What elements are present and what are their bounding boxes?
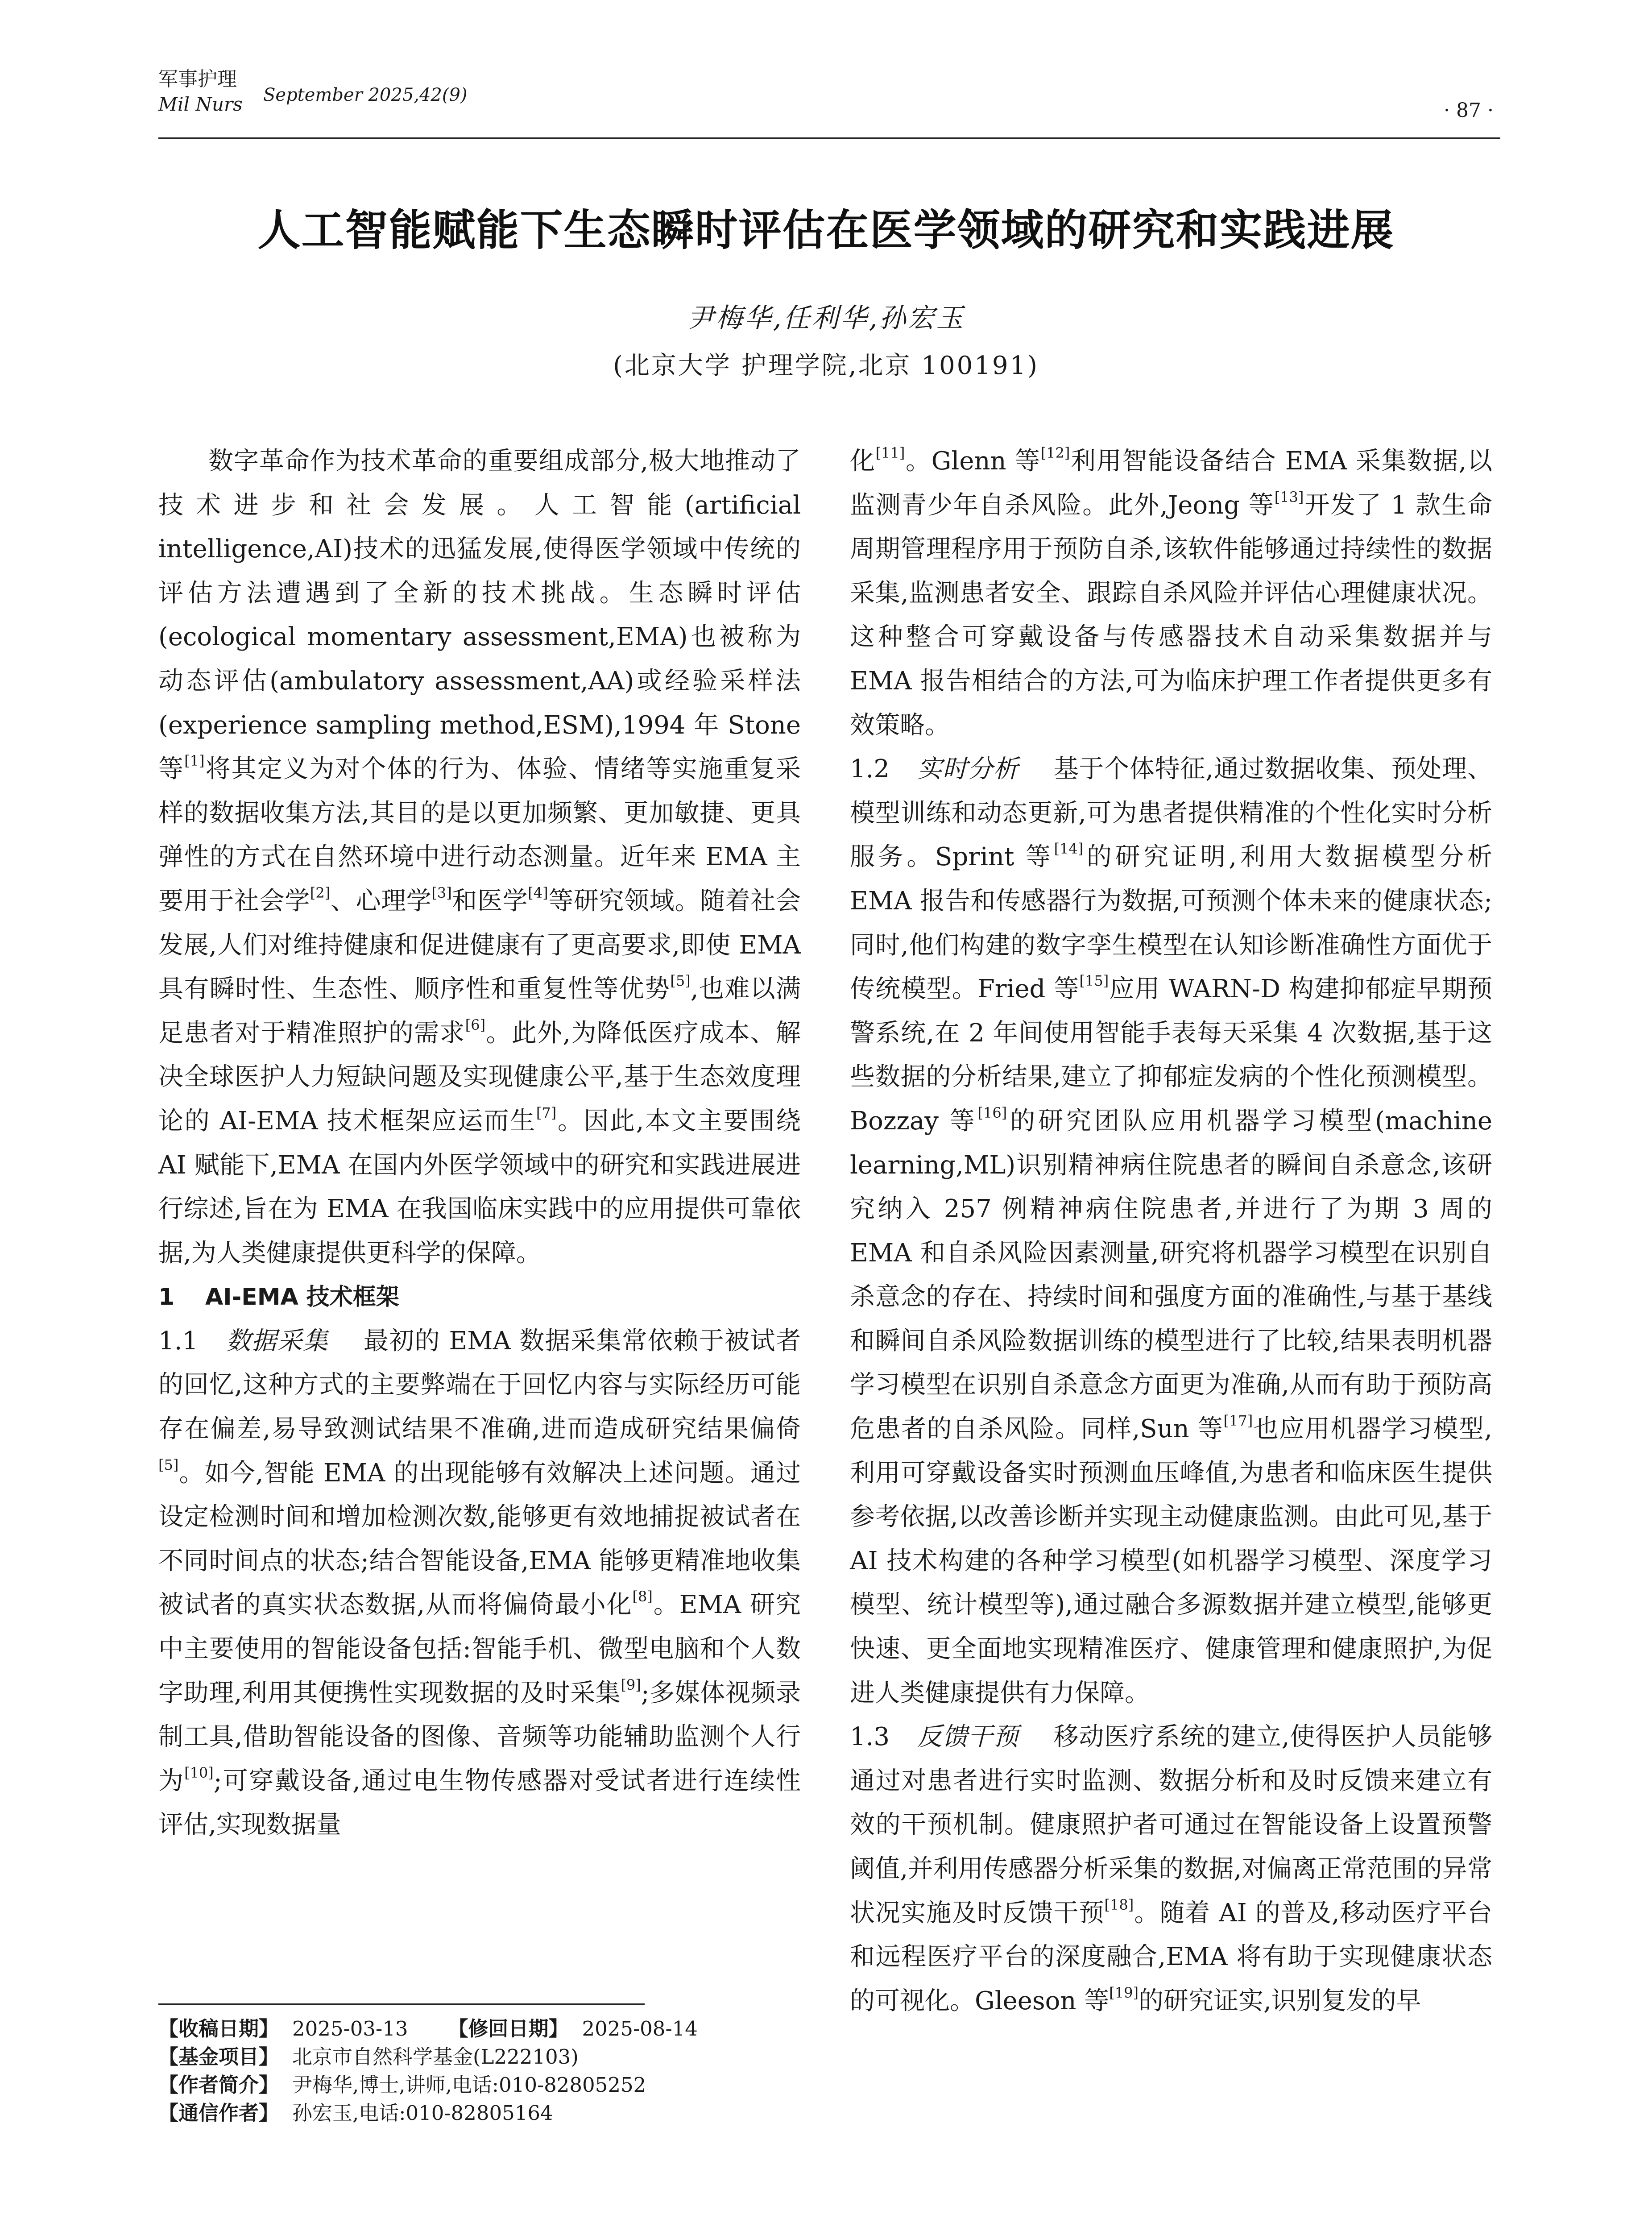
author-value: 尹梅华,博士,讲师,电话:010-82805252 [292, 2073, 646, 2097]
revised-date: 2025-08-14 [582, 2017, 698, 2040]
citation[interactable]: [3] [431, 884, 452, 901]
citation[interactable]: [10] [184, 1764, 214, 1781]
continued-paragraph: 化[11]。Glenn 等[12]利用智能设备结合 EMA 采集数据,以监测青少年自杀风险。此外,Jeong 等[13]开发了 1 款生命周期管理程序用于预防自杀,该软件能够通过持续性的数据采集,监测患者安全、跟踪自杀风险并评估心理健康状况。这种整合可穿戴设备与传感器技术自动采集数据并与 EMA 报告相结合的方法,可为临床护理工作者提供更多有效策略。 [850, 444, 1493, 740]
subsection-title: 数据采集 [225, 1326, 329, 1356]
citation[interactable]: [6] [465, 1016, 486, 1033]
running-header [158, 67, 243, 117]
author-list: 尹梅华,任利华,孙宏玉 [687, 303, 965, 334]
left-column [158, 440, 801, 1847]
citation[interactable]: [17] [1223, 1412, 1253, 1430]
citation[interactable]: [7] [536, 1104, 557, 1121]
citation[interactable]: [8] [632, 1588, 653, 1605]
journal-abbreviation: Mil Nurs [158, 93, 243, 115]
footnote-fund [158, 2043, 828, 2071]
revised-label: 【修回日期】 [448, 2017, 569, 2040]
citation[interactable]: [16] [977, 1104, 1007, 1121]
issue-date: September 2025,42(9) [263, 85, 468, 105]
footnote-divider [158, 2003, 645, 2005]
corresponding-value: 孙宏玉,电话:010-82805164 [292, 2101, 553, 2125]
author-label: 【作者简介】 [158, 2073, 279, 2097]
section-heading-1 [158, 1275, 801, 1319]
fund-label: 【基金项目】 [158, 2045, 279, 2069]
citation[interactable]: [5] [158, 1456, 179, 1473]
intro-paragraph: 数字革命作为技术革命的重要组成部分,极大地推动了技术进步和社会发展。人工智能(artificial intelligence,AI)技术的迅猛发展,使得医学领域中传统的评估方法遭遇到了全新的技术挑战。生态瞬时评估(ecological momentary assessment,EMA)也被称为动态评估(ambulatory assessment,AA)或经验采样法(experience sampling method,ESM),1994 年 Stone 等[1]将其定义为对个体的行为、体验、情绪等实施重复采样的数据收集方法,其目的是以更加频繁、更加敏捷、更具弹性的方式在自然环境中进行动态测量。近年来 EMA 主要用于社会学[2]、心理学[3]和医学[4]等研究领域。随着社会发展,人们对维持健康和促进健康有了更高要求,即使 EMA 具有瞬时性、生态性、顺序性和重复性等优势[5],也难以满足患者对于精准照护的需求[6]。此外,为降低医疗成本、解决全球医护人力短缺问题及实现健康公平,基于生态效度理论的 AI-EMA 技术框架应运而生[7]。因此,本文主要围绕 AI 赋能下,EMA 在国内外医学领域中的研究和实践进展进行综述,旨在为 EMA 在我国临床实践中的应用提供可靠依据,为人类健康提供更科学的保障。 [158, 447, 801, 1268]
corresponding-label: 【通信作者】 [158, 2101, 279, 2125]
citation[interactable]: [9] [621, 1676, 641, 1693]
article-title: 人工智能赋能下生态瞬时评估在医学领域的研究和实践进展 [257, 205, 1395, 255]
subsection-title: 实时分析 [917, 755, 1019, 784]
citation[interactable]: [15] [1079, 972, 1109, 990]
fund-value: 北京市自然科学基金(L222103) [292, 2045, 579, 2069]
subsection-number: 1.3 [850, 1722, 890, 1752]
subsection-1-1-paragraph: 1.1 数据采集 最初的 EMA 数据采集常依赖于被试者的回忆,这种方式的主要弊端在于回忆内容与实际经历可能存在偏差,易导致测试结果不准确,进而造成研究结果偏倚[5]。如今,智能 EMA 的出现能够有效解决上述问题。通过设定检测时间和增加检测次数,能够更有效地捕捉被试者在不同时间点的状态;结合智能设备,EMA 能够更精准地收集被试者的真实状态数据,从而将偏倚最小化[8]。EMA 研究中主要使用的智能设备包括:智能手机、微型电脑和个人数字助理,利用其便携性实现数据的及时采集[9];多媒体视频录制工具,借助智能设备的图像、音频等功能辅助监测个人行为[10];可穿戴设备,通过电生物传感器对受试者进行连续性评估,实现数据量 [158, 1319, 801, 1847]
received-date: 2025-03-13 [292, 2017, 408, 2040]
right-column [850, 440, 1492, 2023]
citation[interactable]: [5] [670, 972, 691, 990]
subsection-number: 1.1 [158, 1326, 199, 1356]
citation[interactable]: [18] [1104, 1896, 1134, 1913]
header-divider [158, 137, 1500, 139]
journal-name: 军事护理 [158, 68, 237, 91]
footnote-author [158, 2071, 828, 2099]
citation[interactable]: [13] [1274, 488, 1304, 506]
citation[interactable]: [12] [1040, 444, 1070, 461]
received-label: 【收稿日期】 [158, 2017, 279, 2040]
subsection-title: 反馈干预 [917, 1722, 1019, 1752]
citation[interactable]: [14] [1054, 840, 1084, 858]
subsection-1-2-paragraph: 1.2 实时分析 基于个体特征,通过数据收集、预处理、模型训练和动态更新,可为患者提供精准的个性化实时分析服务。Sprint 等[14]的研究证明,利用大数据模型分析 EMA 报告和传感器行为数据,可预测个体未来的健康状态;同时,他们构建的数字孪生模型在认知诊断准确性方面优于传统模型。Fried 等[15]应用 WARN-D 构建抑郁症早期预警系统,在 2 年间使用智能手表每天采集 4 次数据,基于这些数据的分析结果,建立了抑郁症发病的个性化预测模型。Bozzay 等[16]的研究团队应用机器学习模型(machine learning,ML)识别精神病住院患者的瞬间自杀意念,该研究纳入 257 例精神病住院患者,并进行了为期 3 周的 EMA 和自杀风险因素测量,研究将机器学习模型在识别自杀意念的存在、持续时间和强度方面的准确性,与基于基线和瞬间自杀风险数据训练的模型进行了比较,结果表明机器学习模型在识别自杀意念方面更为准确,从而有助于预防高危患者的自杀风险。同样,Sun 等[17]也应用机器学习模型,利用可穿戴设备实时预测血压峰值,为患者和临床医生提供参考依据,以改善诊断并实现主动健康监测。由此可见,基于 AI 技术构建的各种学习模型(如机器学习模型、深度学习模型、统计模型等),通过融合多源数据并建立模型,能够更快速、更全面地实现精准医疗、健康管理和健康照护,为促进人类健康提供有力保障。 [850, 747, 1492, 1715]
citation[interactable]: [1] [184, 752, 205, 770]
section-number: 1 [158, 1284, 175, 1311]
page-number: · 87 · [1444, 99, 1494, 122]
citation[interactable]: [4] [528, 884, 548, 901]
section-title: AI-EMA 技术框架 [205, 1284, 399, 1311]
article-footnotes [158, 2015, 828, 2127]
citation[interactable]: [19] [1109, 1984, 1139, 2001]
footnote-dates [158, 2015, 828, 2043]
citation[interactable]: [11] [875, 444, 905, 461]
subsection-1-3-paragraph: 1.3 反馈干预 移动医疗系统的建立,使得医护人员能够通过对患者进行实时监测、数据分析和及时反馈来建立有效的干预机制。健康照护者可通过在智能设备上设置预警阈值,并利用传感器分析采集的数据,对偏离正常范围的异常状况实施及时反馈干预[18]。随着 AI 的普及,移动医疗平台和远程医疗平台的深度融合,EMA 将有助于实现健康状态的可视化。Gleeson 等[19]的研究证实,识别复发的早 [850, 1715, 1492, 2023]
footnote-corresponding [158, 2099, 828, 2127]
affiliation: (北京大学 护理学院,北京 100191) [613, 351, 1039, 380]
subsection-number: 1.2 [850, 755, 890, 784]
citation[interactable]: [2] [310, 884, 331, 901]
